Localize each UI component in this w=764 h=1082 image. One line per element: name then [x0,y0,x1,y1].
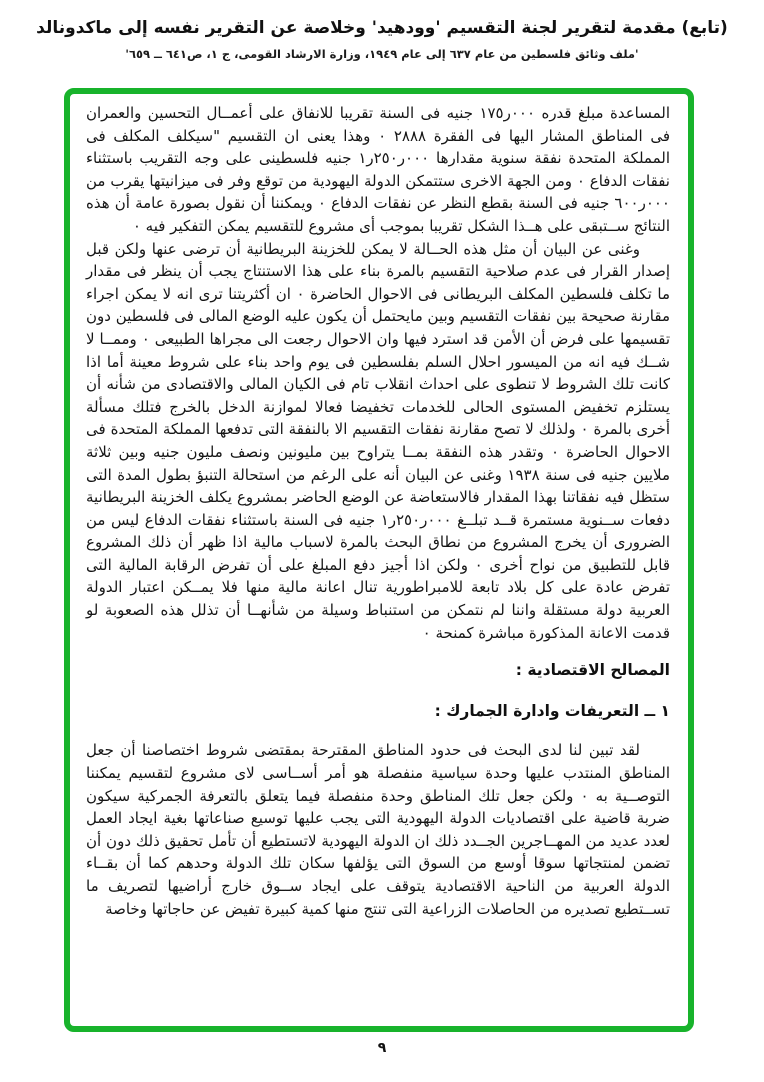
document-title: (تابع) مقدمة لتقرير لجنة التقسيم 'وودهيد' وخلاصة عن التقرير نفسه إلى ماكدونالد [36,18,728,38]
subsection-heading-tariffs-customs: ١ ــ التعريفات وادارة الجمارك : [434,701,670,720]
document-source-citation: 'ملف وثائق فلسطين من عام ٦٣٧ إلى عام ١٩٤٩، وزارة الارشاد القومى، ج ١، ص٦٤١ ــ ٦٥٩' [125,46,639,61]
page-header [0,16,764,61]
document-body [70,94,688,920]
body-paragraph-1: المساعدة مبلغ قدره ‭١٧٥ر٠٠٠‬ جنيه فى السنة تقريبا للانفاق على أعمــال التحسين والعمران فى المناطق المشار اليها فى الفقرة ٢٨٨٨ ٠ وهذا يعنى ان التقسيم "سيكلف المكلف فى المملكة المتحدة نفقة سنوية مقدارها ‭١ر٢٥٠ر٠٠٠‬ جنيه فلسطينى على وجه التقريب باستثناء نفقات الدفاع ٠ ومن الجهة الاخرى ستتمكن الدولة اليهودية من توقع وفر فى ميزانيتها يقرب من ‭٦٠٠ر٠٠٠‬ جنيه فى السنة بقطع النظر عن نفقات الدفاع ٠ ويمكننا أن نقول بصورة عامة أن هذه النتائج ســتبقى على هــذا الشكل تقريبا بموجب أى مشروع للتقسيم يمكن التفكير فيه ٠ [86,104,671,235]
section-heading-economic-interests: المصالح الاقتصادية : [515,661,670,680]
body-paragraph-3: لقد تبين لنا لدى البحث فى حدود المناطق المقترحة بمقتضى شروط اختصاصنا أن جعل المناطق المنتدب عليها وحدة سياسية منفصلة هو أمر أســاسى لاى مشروع لتقسيم يمكننا التوصــية به ٠ ولكن جعل تلك المناطق وحدة منفصلة فيما يتعلق بالتعرفة الجمركية سيكون ضربة قاضية على اقتصاديات الدولة اليهودية التى يجب عليها توسيع صناعاتها بغية ايجاد العمل لعدد عديد من المهــاجرين الجــدد ذلك ان الدولة اليهودية لاتستطيع أن تأمل تحقيق ذلك دون أن تضمن لمنتجاتها سوقا أوسع من السوق التى يؤلفها سكان تلك الدولة وحدهم كما أن بقــاء الدولة العربية من الناحية الاقتصادية يتوقف على ايجاد ســوق خارج أراضيها لتصريف ما تســتطيع تصديره من الحاصلات الزراعية التى تنتج منها كمية كبيرة تفيض عن حاجاتها وخاصة [86,741,670,918]
body-paragraph-2: وغنى عن البيان أن مثل هذه الحــالة لا يمكن للخزينة البريطانية أن ترضى عنها ولكن قبل إصدار القرار فى عدم صلاحية التقسيم بالمرة بناء على هذا الاستنتاج يجب أن ينظر فى مقدار ما تكلف فلسطين المكلف البريطانى فى الاحوال الحاضرة ٠ ان أكثريتنا ترى انه لا يمكن اجراء مقارنة صحيحة بين نفقات التقسيم وبين مايحتمل أن يكون عليه الوضع المالى فى فلسطين دون تقسيمها على فرض أن الأمن قد استرد فيها وان الاحوال رجعت الى مجراها الطبيعى ٠ وممــا لا شــك فيه انه من الميسور احلال السلم بفلسطين فى يوم واحد بناء على شروط معينة أما اذا كانت تلك الشروط لا تنطوى على احداث انقلاب تام فى الكيان المالى والاقتصادى من شأنه أن يستلزم تخفيض المستوى الحالى للخدمات تخفيضا فعالا لموازنة الدخل بالخرج فتلك مسألة أخرى بالمرة ٠ ولذلك لا تصح مقارنة نفقات التقسيم الا بالنفقة التى تدفعها المملكة المتحدة فى الاحوال الحاضرة ٠ وتقدر هذه النفقة بمــا يتراوح بين مليونين ونصف مليون جنيه وبين ثلاثة ملايين جنيه فى سنة ١٩٣٨ وغنى عن البيان أنه على الرغم من استحالة التنبؤ بطول المدة التى ستظل فيه نفقاتنا بهذا المقدار فالاستعاضة عن الوضع الحاضر بمشروع يكلف الخزينة البريطانية دفعات ســنوية مستمرة قــد تبلــغ ‭١ر٢٥٠ر٠٠٠‬ جنيه فى السنة باستثناء نفقات الدفاع ليس من الضرورى أن يخرج المشروع من نطاق البحث بالمرة لاسباب مالية اذا ظهر أن ذلك المشروع قابل للتطبيق من نواح أخرى ٠ ولكن اذا أجيز دفع المبلغ على أن تفرض الرقابة المالية التى تفرض عادة على كل بلاد تابعة للامبراطورية تنال اعانة مالية منها فلا يمــكن اعتبار الدولة العربية دولة مستقلة واننا لم نتمكن من استنباط وسيلة من شأنهــا أن تذلل هذه الصعوبة لو قدمت الاعانة المذكورة مباشرة كمنحة ٠ [86,239,671,642]
page-number: ٩ [377,1040,387,1056]
green-highlight-frame [64,88,694,1032]
